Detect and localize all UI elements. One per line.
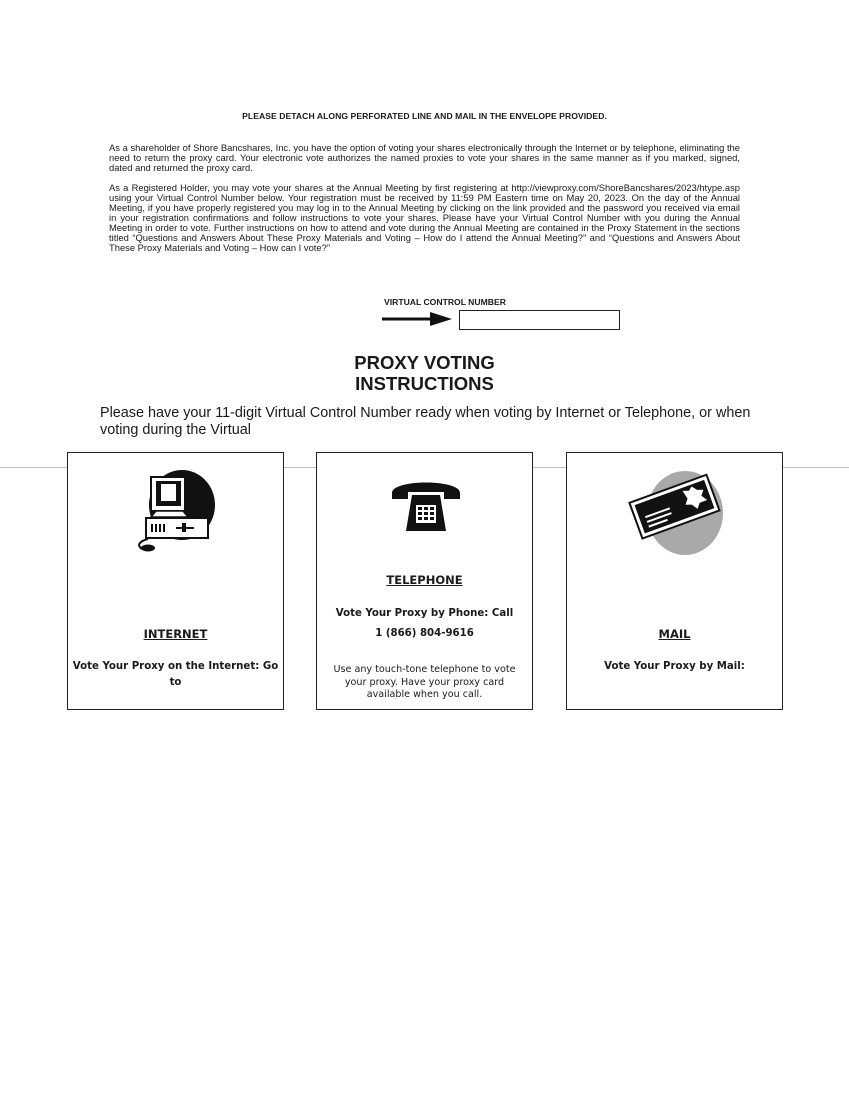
- mail-voting-card: [566, 452, 783, 710]
- internet-heading: INTERNET: [143, 627, 208, 641]
- instructions-intro: Please have your 11-digit Virtual Control Number ready when voting by Internet or Telephone, or when voting during the Virtual: [100, 405, 751, 438]
- internet-instructions: Vote Your Proxy on the Internet: Go to: [72, 661, 279, 688]
- title-line-2: INSTRUCTIONS: [355, 373, 494, 394]
- detach-notice: PLEASE DETACH ALONG PERFORATED LINE AND MAIL IN THE ENVELOPE PROVIDED.: [242, 111, 607, 121]
- mail-instructions: Vote Your Proxy by Mail:: [604, 661, 745, 672]
- page-title: [0, 352, 849, 394]
- computer-icon: [132, 467, 222, 553]
- mail-heading: MAIL: [658, 627, 691, 641]
- virtual-control-number-field[interactable]: [459, 310, 620, 330]
- registered-holder-paragraph: As a Registered Holder, you may vote your shares at the Annual Meeting by first registering at http://viewproxy.com/ShoreBancshares/2023/htype.asp using your Virtual Control Number below. Your registration must be received by 11:59 PM Eastern time on May 20, 2023. On the day of the Annual Meeting, if you have properly registered you may log in to the Annual Meeting by clicking on the link provided and the password you received via email in your registration confirmations and follow instructions to vote your shares. Please have your Virtual Control Number with you during the Annual Meeting in order to vote. Further instructions on how to attend and vote during the Annual Meeting are contained in the Proxy Statement in the sections titled “Questions and Answers About These Proxy Materials and Voting – How do I attend the Annual Meeting?” and “Questions and Answers About These Proxy Materials and Voting – How can I vote?”: [109, 182, 740, 253]
- internet-voting-card: [67, 452, 284, 710]
- telephone-instructions: Vote Your Proxy by Phone: Call: [335, 608, 514, 619]
- envelope-icon: [623, 465, 729, 557]
- arrow-right-icon: [382, 311, 452, 327]
- title-line-1: PROXY VOTING: [354, 352, 495, 373]
- telephone-heading: TELEPHONE: [386, 573, 463, 587]
- telephone-note: Use any touch-tone telephone to vote your proxy. Have your proxy card available when you call.: [333, 664, 516, 700]
- telephone-icon: [388, 475, 464, 535]
- virtual-control-number-label: VIRTUAL CONTROL NUMBER: [384, 297, 506, 307]
- telephone-number: 1 (866) 804-9616: [375, 628, 474, 639]
- telephone-voting-card: [316, 452, 533, 710]
- electronic-voting-paragraph: As a shareholder of Shore Bancshares, Inc. you have the option of voting your shares electronically through the Internet or by telephone, eliminating the need to return the proxy card. Your electronic vote authorizes the named proxies to vote your shares in the same manner as if you marked, signed, dated and returned the proxy card.: [109, 142, 740, 173]
